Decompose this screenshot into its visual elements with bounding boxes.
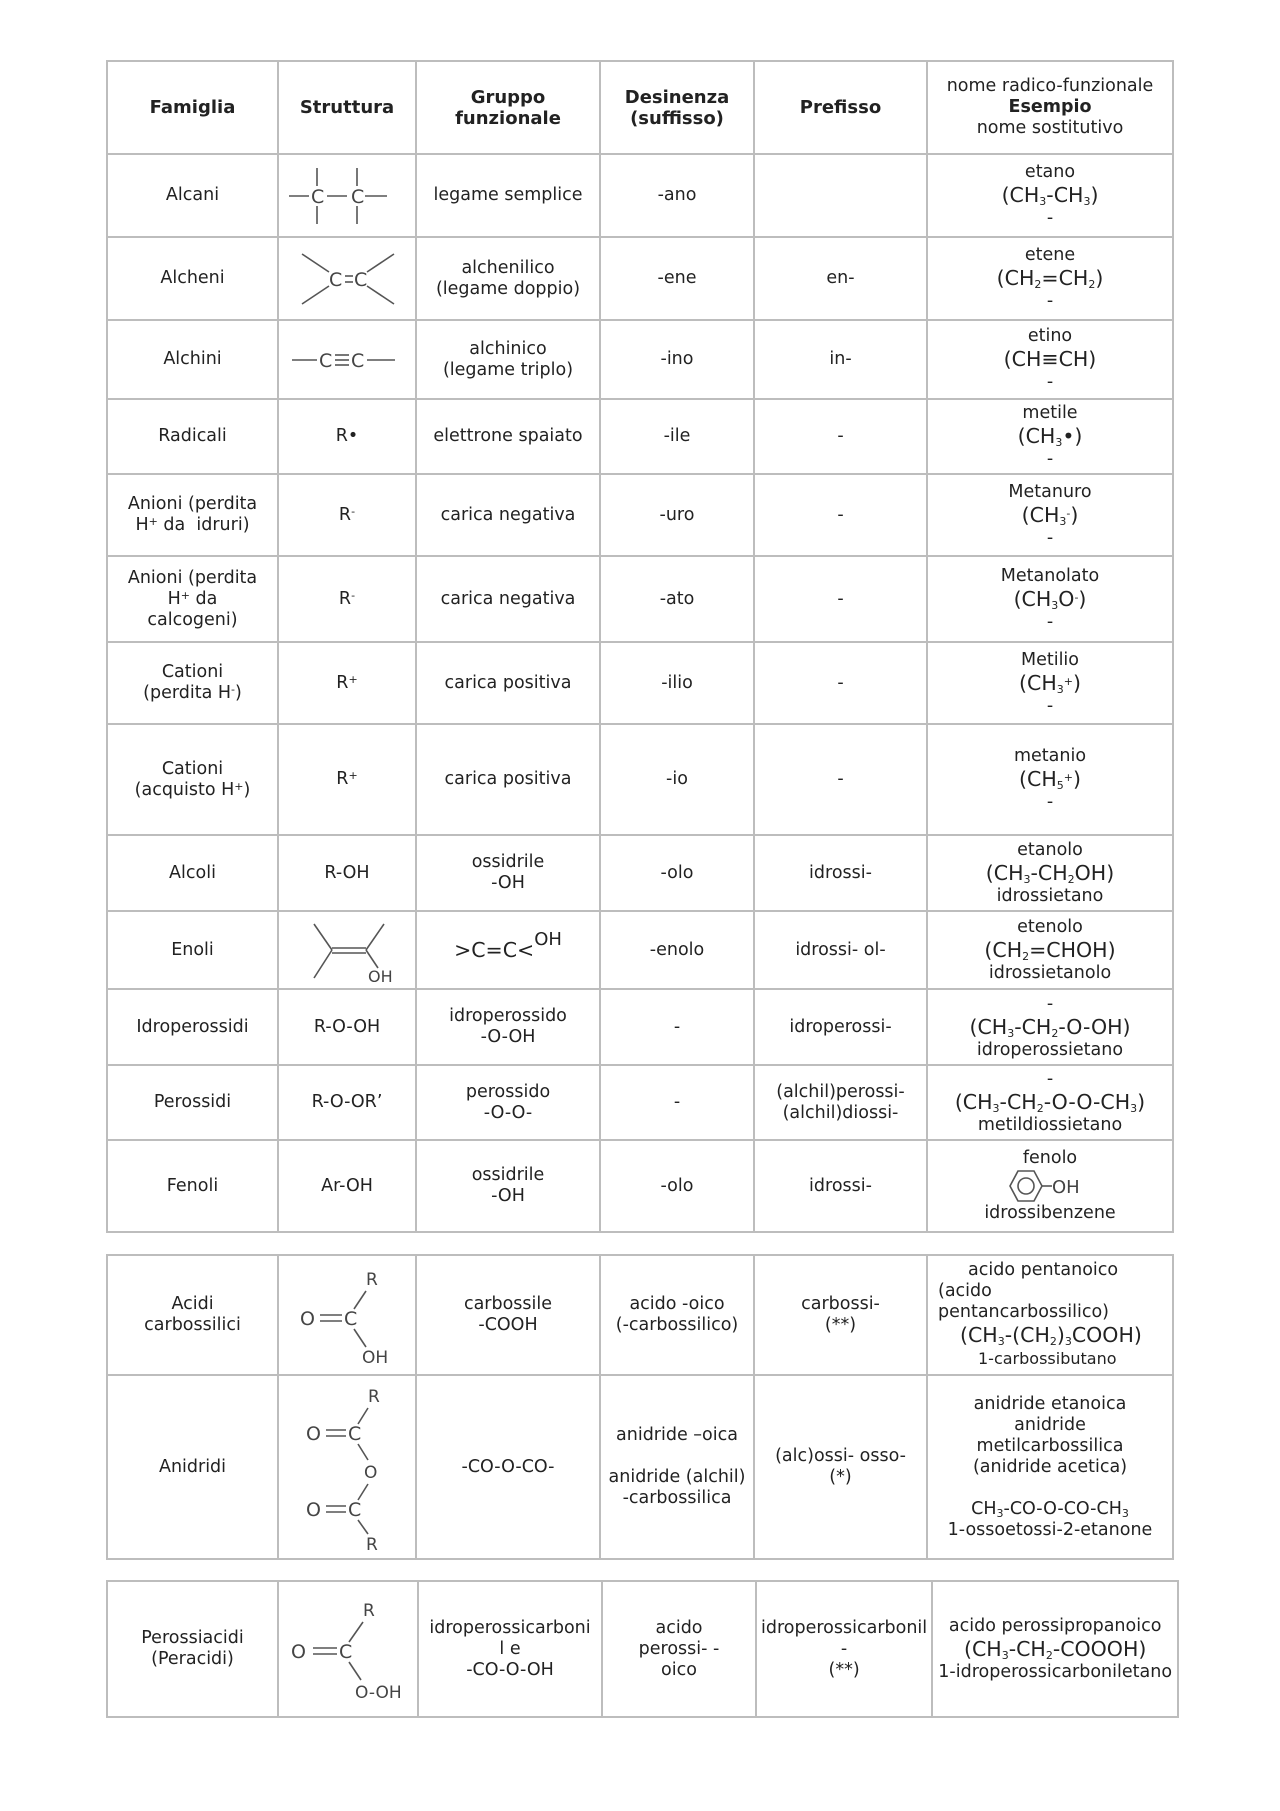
oxygen-label: O	[306, 1499, 321, 1521]
table-row	[107, 835, 1173, 911]
desinenza-cell: -ano	[600, 154, 754, 237]
desinenza-cell: -ato	[600, 556, 754, 642]
gruppo-cell: perossido -O-O-	[416, 1065, 600, 1140]
hydroxyl-label: OH	[362, 1348, 389, 1365]
desinenza-cell: -ene	[600, 237, 754, 320]
gruppo-cell: carica positiva	[416, 642, 600, 724]
oxygen-label: O	[300, 1308, 315, 1330]
prefisso-cell: -	[754, 724, 927, 835]
famiglia-cell: Cationi (perdita H-)	[107, 642, 278, 724]
gruppo-cell: -CO-O-CO-	[416, 1375, 600, 1559]
r-label: R	[366, 1270, 378, 1290]
struttura-cell	[278, 1581, 418, 1717]
prefisso-cell	[754, 154, 927, 237]
hydroperoxy-label: O-OH	[355, 1683, 402, 1703]
table-row	[107, 474, 1173, 556]
struttura-cell: R+	[278, 724, 416, 835]
famiglia-cell: Alcani	[107, 154, 278, 237]
famiglia-cell: Idroperossidi	[107, 989, 278, 1065]
carbon-label: C	[339, 1641, 353, 1663]
alkyne-structure-icon	[287, 345, 407, 375]
carbon-label: C	[348, 1499, 362, 1521]
famiglia-cell: Fenoli	[107, 1140, 278, 1232]
gruppo-cell: legame semplice	[416, 154, 600, 237]
r-label: R	[368, 1387, 380, 1407]
desinenza-cell: -io	[600, 724, 754, 835]
prefisso-cell: carbossi- (**)	[754, 1255, 927, 1375]
esempio-cell: Metilio $(CH_3^+)$ -	[927, 642, 1173, 724]
oxygen-label: O	[364, 1463, 378, 1483]
struttura-cell: R-O-OH	[278, 989, 416, 1065]
famiglia-cell: Acidi carbossilici	[107, 1255, 278, 1375]
esempio-cell: - $(CH_3-CH_2-O-O-CH_3)$ metildiossietano	[927, 1065, 1173, 1140]
prefisso-cell: (alchil)perossi- (alchil)diossi-	[754, 1065, 927, 1140]
prefisso-cell: en-	[754, 237, 927, 320]
desinenza-cell: anidride –oica anidride (alchil) -carbossilica	[600, 1375, 754, 1559]
oxygen-label: O	[291, 1641, 306, 1663]
esempio-cell: - $(CH_3-CH_2-O-OH)$ idroperossietano	[927, 989, 1173, 1065]
gruppo-cell: elettrone spaiato	[416, 399, 600, 474]
hydroxyl-label: OH	[368, 967, 393, 984]
struttura-cell	[278, 1255, 416, 1375]
famiglia-cell: Perossidi	[107, 1065, 278, 1140]
header-row	[107, 61, 1173, 154]
table-row	[107, 1255, 1173, 1375]
carbon-label: C	[351, 185, 365, 208]
gruppo-cell: carica negativa	[416, 556, 600, 642]
esempio-cell: metile $(CH_3•)$ -	[927, 399, 1173, 474]
gruppo-cell: alchinico (legame triplo)	[416, 320, 600, 399]
desinenza-cell: -ilio	[600, 642, 754, 724]
famiglia-cell: Enoli	[107, 911, 278, 989]
prefisso-cell: in-	[754, 320, 927, 399]
struttura-cell: R•	[278, 399, 416, 474]
table-row	[107, 1375, 1173, 1559]
struttura-cell	[278, 320, 416, 399]
esempio-cell: etino (CH≡CH) -	[927, 320, 1173, 399]
phenol-ring-icon	[1000, 1169, 1100, 1203]
header-gruppo: Gruppo funzionale	[416, 61, 600, 154]
gruppo-cell: carica positiva	[416, 724, 600, 835]
table-row	[107, 989, 1173, 1065]
famiglia-cell: Alcheni	[107, 237, 278, 320]
carbon-label: C	[354, 268, 368, 291]
header-desinenza: Desinenza (suffisso)	[600, 61, 754, 154]
peracids-table	[106, 1580, 1179, 1718]
table-row	[107, 320, 1173, 399]
esempio-cell: Metanolato $(CH_3O^-)$ -	[927, 556, 1173, 642]
carbon-label: C	[351, 349, 365, 372]
peracid-structure-icon	[283, 1594, 413, 1704]
gruppo-cell: ossidrile -OH	[416, 835, 600, 911]
desinenza-cell: -	[600, 989, 754, 1065]
carbon-label: C	[319, 349, 333, 372]
esempio-cell: etanolo $(CH_3-CH_2OH)$ idrossietano	[927, 835, 1173, 911]
carbon-label: C	[348, 1423, 362, 1445]
struttura-cell: Ar-OH	[278, 1140, 416, 1232]
anhydride-structure-icon	[292, 1382, 402, 1552]
gruppo-cell: ossidrile -OH	[416, 1140, 600, 1232]
prefisso-cell: -	[754, 474, 927, 556]
esempio-cell: etenolo $(CH_2=CHOH)$ idrossietanolo	[927, 911, 1173, 989]
header-prefisso: Prefisso	[754, 61, 927, 154]
famiglia-cell: Anioni (perdita H+ da idruri)	[107, 474, 278, 556]
esempio-cell: acido perossipropanoico $(CH_3-CH_2-COOOH)$ 1-idroperossicarboniletano	[932, 1581, 1178, 1717]
esempio-cell: anidride etanoica anidride metilcarbossilica (anidride acetica) $CH_3-CO-O-CO-CH_3$ 1-ossoetossi-2-etanone	[927, 1375, 1173, 1559]
phenol-oh-label: OH	[1052, 1177, 1080, 1198]
famiglia-cell: Anioni (perdita H+ da calcogeni)	[107, 556, 278, 642]
prefisso-cell: idroperossicarbonil - (**)	[756, 1581, 932, 1717]
header-struttura: Struttura	[278, 61, 416, 154]
struttura-cell: R-	[278, 556, 416, 642]
esempio-cell: etano $(CH_3-CH_3)$ -	[927, 154, 1173, 237]
prefisso-cell: idroperossi-	[754, 989, 927, 1065]
desinenza-cell: -	[600, 1065, 754, 1140]
gruppo-cell: >C=C<$^{OH}$	[416, 911, 600, 989]
desinenza-cell: -enolo	[600, 911, 754, 989]
prefisso-cell: idrossi-	[754, 1140, 927, 1232]
famiglia-cell: Alchini	[107, 320, 278, 399]
gruppo-cell: alchenilico (legame doppio)	[416, 237, 600, 320]
table-row	[107, 1140, 1173, 1232]
table-row	[107, 1581, 1178, 1717]
table-row	[107, 556, 1173, 642]
r-label: R	[366, 1535, 378, 1552]
esempio-cell: metanio $(CH_5^+)$ -	[927, 724, 1173, 835]
enol-structure-icon	[292, 916, 402, 984]
prefisso-cell: idrossi-	[754, 835, 927, 911]
esempio-cell: Metanuro $(CH_3^-)$ -	[927, 474, 1173, 556]
gruppo-cell: carbossile -COOH	[416, 1255, 600, 1375]
esempio-cell: fenolo OH idrossibenzene	[927, 1140, 1173, 1232]
table-row	[107, 237, 1173, 320]
prefisso-cell: -	[754, 399, 927, 474]
famiglia-cell: Radicali	[107, 399, 278, 474]
carbon-label: C	[311, 185, 325, 208]
acids-anhydrides-table	[106, 1254, 1174, 1560]
struttura-cell	[278, 154, 416, 237]
desinenza-cell: acido perossi- - oico	[602, 1581, 756, 1717]
gruppo-cell: idroperossido -O-OH	[416, 989, 600, 1065]
famiglia-cell: Alcoli	[107, 835, 278, 911]
struttura-cell	[278, 1375, 416, 1559]
struttura-cell: R-O-OR’	[278, 1065, 416, 1140]
prefisso-cell: (alc)ossi- osso- (*)	[754, 1375, 927, 1559]
carboxylic-acid-structure-icon	[292, 1265, 402, 1365]
prefisso-cell: -	[754, 642, 927, 724]
carbon-label: C	[329, 268, 343, 291]
struttura-cell: R+	[278, 642, 416, 724]
famiglia-cell: Cationi (acquisto H+)	[107, 724, 278, 835]
functional-groups-table	[106, 60, 1174, 1233]
desinenza-cell: -ino	[600, 320, 754, 399]
famiglia-cell: Perossiacidi (Peracidi)	[107, 1581, 278, 1717]
gruppo-cell: idroperossicarboni l e -CO-O-OH	[418, 1581, 602, 1717]
alkene-structure-icon	[287, 246, 407, 312]
table-row	[107, 911, 1173, 989]
famiglia-cell: Anidridi	[107, 1375, 278, 1559]
header-famiglia: Famiglia	[107, 61, 278, 154]
gruppo-cell: carica negativa	[416, 474, 600, 556]
struttura-cell	[278, 237, 416, 320]
carbon-label: C	[344, 1308, 358, 1330]
esempio-cell: acido pentanoico (acido pentancarbossilico) $(CH_3-(CH_2)_3COOH)$ 1-carbossibutano	[927, 1255, 1173, 1375]
desinenza-cell: -olo	[600, 835, 754, 911]
prefisso-cell: -	[754, 556, 927, 642]
table-row	[107, 399, 1173, 474]
struttura-cell	[278, 911, 416, 989]
desinenza-cell: -ile	[600, 399, 754, 474]
alkane-structure-icon	[287, 164, 407, 228]
header-nome: nome radico-funzionale Esempio nome sostitutivo	[927, 61, 1173, 154]
table-row	[107, 154, 1173, 237]
r-label: R	[363, 1601, 375, 1621]
desinenza-cell: -uro	[600, 474, 754, 556]
table-row	[107, 1065, 1173, 1140]
desinenza-cell: -olo	[600, 1140, 754, 1232]
table-row	[107, 724, 1173, 835]
prefisso-cell: idrossi- ol-	[754, 911, 927, 989]
struttura-cell: R-OH	[278, 835, 416, 911]
table-row	[107, 642, 1173, 724]
struttura-cell: R-	[278, 474, 416, 556]
desinenza-cell: acido -oico (-carbossilico)	[600, 1255, 754, 1375]
esempio-cell: etene $(CH_2=CH_2)$ -	[927, 237, 1173, 320]
oxygen-label: O	[306, 1423, 321, 1445]
